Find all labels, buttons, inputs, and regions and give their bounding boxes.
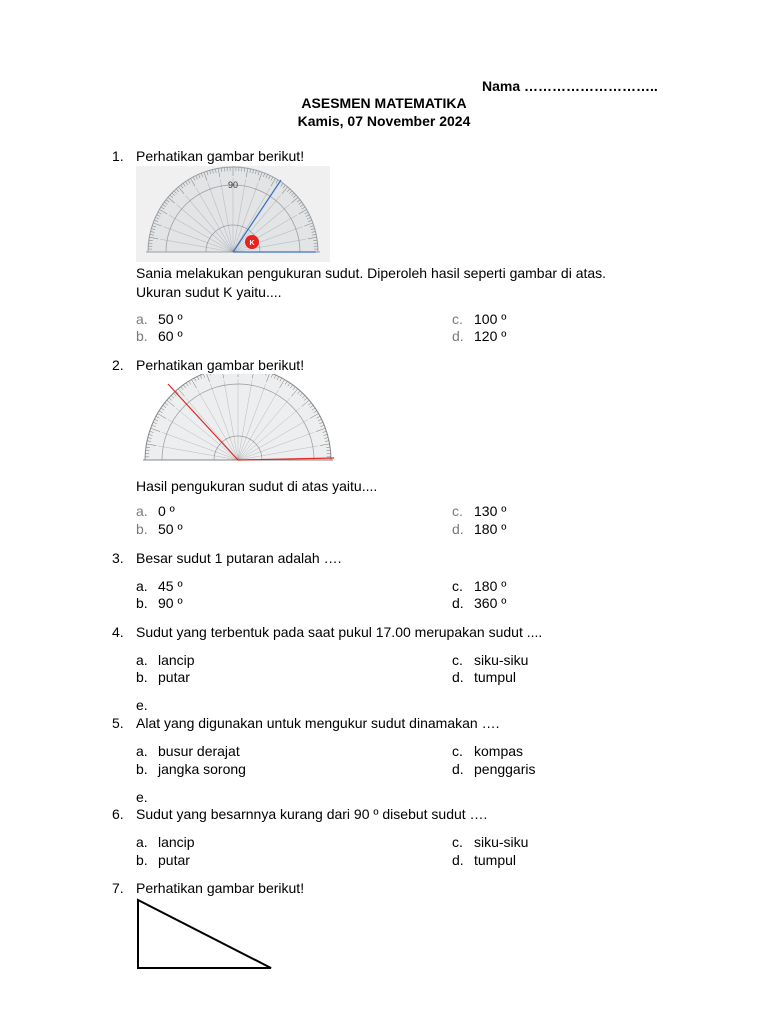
q3-option-b[interactable]: b. 90 º	[136, 595, 183, 611]
q1-option-b[interactable]: b. 60 º	[136, 328, 183, 344]
q2-option-c[interactable]: c. 130 º	[452, 503, 507, 519]
q7-text: Perhatikan gambar berikut!	[136, 880, 305, 896]
q1-number: 1.	[112, 148, 124, 164]
q3-option-a[interactable]: a. 45 º	[136, 578, 183, 594]
q4-option-a[interactable]: a. lancip	[136, 652, 195, 668]
q6-option-a[interactable]: a. lancip	[136, 834, 195, 850]
q5-option-a[interactable]: a. busur derajat	[136, 743, 240, 759]
q6-number: 6.	[112, 806, 124, 822]
q4-option-b[interactable]: b. putar	[136, 669, 190, 685]
q2-text: Perhatikan gambar berikut!	[136, 357, 305, 373]
q1-option-c[interactable]: c. 100 º	[452, 311, 507, 327]
q7-number: 7.	[112, 880, 124, 896]
page-date: Kamis, 07 November 2024	[297, 113, 471, 129]
q3-text: Besar sudut 1 putaran adalah ….	[136, 550, 342, 566]
q1-protractor-top-label: 90	[227, 180, 239, 190]
q1-protractor-image	[136, 166, 330, 262]
q3-option-c[interactable]: c. 180 º	[452, 578, 507, 594]
q1-option-a[interactable]: a. 50 º	[136, 311, 183, 327]
q6-option-c[interactable]: c. siku-siku	[452, 834, 529, 850]
q5-text: Alat yang digunakan untuk mengukur sudut dinamakan ….	[136, 715, 500, 731]
q5-option-c[interactable]: c. kompas	[452, 743, 524, 759]
q2-protractor-image	[140, 374, 336, 468]
q7-triangle	[138, 900, 271, 968]
q5-option-e[interactable]: e.	[136, 789, 148, 805]
q4-option-c[interactable]: c. siku-siku	[452, 652, 529, 668]
q2-option-a[interactable]: a. 0 º	[136, 503, 175, 519]
q1-option-d[interactable]: d. 120 º	[452, 328, 507, 344]
q1-text: Perhatikan gambar berikut!	[136, 148, 305, 164]
q1-angle-label: K	[249, 240, 255, 247]
q6-option-d[interactable]: d. tumpul	[452, 852, 517, 868]
q3-option-d[interactable]: d. 360 º	[452, 595, 507, 611]
q2-description: Hasil pengukuran sudut di atas yaitu....	[136, 478, 378, 494]
q4-option-d[interactable]: d. tumpul	[452, 669, 517, 685]
q4-number: 4.	[112, 624, 124, 640]
q1-description-1: Sania melakukan pengukuran sudut. Diperoleh hasil seperti gambar di atas.	[136, 265, 607, 281]
q5-number: 5.	[112, 715, 124, 731]
name-field-label: Nama ………………………..	[482, 78, 658, 94]
q3-number: 3.	[112, 550, 124, 566]
q5-option-d[interactable]: d. penggaris	[452, 761, 536, 777]
q6-option-b[interactable]: b. putar	[136, 852, 190, 868]
page-title: ASESMEN MATEMATIKA	[301, 95, 467, 111]
q2-number: 2.	[112, 357, 124, 373]
q6-text: Sudut yang besarnnya kurang dari 90 º disebut sudut ….	[136, 806, 488, 822]
q7-triangle-image	[134, 896, 276, 972]
q4-text: Sudut yang terbentuk pada saat pukul 17.00 merupakan sudut ....	[136, 624, 543, 640]
q5-option-b[interactable]: b. jangka sorong	[136, 761, 246, 777]
q2-option-d[interactable]: d. 180 º	[452, 521, 507, 537]
q1-description-2: Ukuran sudut K yaitu....	[136, 284, 282, 300]
q2-option-b[interactable]: b. 50 º	[136, 521, 183, 537]
q4-option-e[interactable]: e.	[136, 697, 148, 713]
